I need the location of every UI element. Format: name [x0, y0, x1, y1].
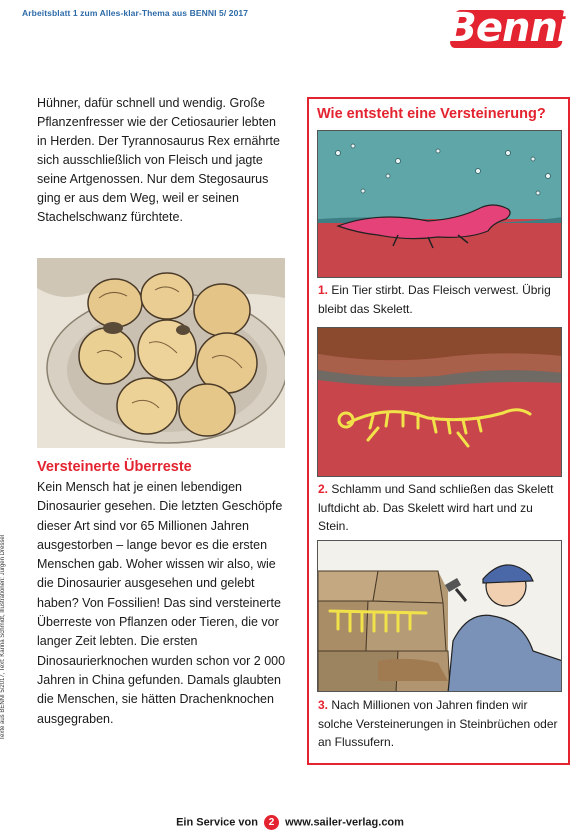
- footer-service-label: Ein Service von: [176, 816, 258, 829]
- panel-3-illustration: [317, 540, 562, 692]
- worksheet-header: Arbeitsblatt 1 zum Alles-klar-Thema aus BENNI 5/ 2017: [22, 8, 249, 18]
- logo-text: Benni: [446, 5, 570, 51]
- benni-logo: [444, 4, 572, 52]
- section-title: Versteinerte Überreste: [37, 459, 192, 475]
- panel-1-illustration: [317, 130, 562, 278]
- footer: [0, 815, 580, 830]
- step-2-caption: [318, 480, 563, 536]
- step-1-number: 1.: [318, 283, 329, 297]
- section-body: Kein Mensch hat je einen lebendigen Dinosaurier gesehen. Die letzten Geschöpfe dieser Art sind vor 65 Millionen Jahren ausgestorben – lange bevor es die ersten Menschen gab. Woher wissen wir also, wie die Dinosaurier ausgesehen und gelebt haben? Von Fossilien! Das sind versteinerte Überreste von Pflanzen oder Tieren, die vor langer Zeit lebten. Die ersten Dinosaurierknochen wurden schon vor 2 000 Jahren in China gefunden. Damals glaubten die Menschen, sie hätten Drachenknochen ausgegraben.: [37, 480, 286, 726]
- credits-side-label: Texte aus BENNI 5/2017, Text: Karina Schmidt, Illustrationen: Jürgen Dressel: [0, 535, 6, 740]
- dinosaur-eggs-illustration: [37, 258, 285, 448]
- step-2-number: 2.: [318, 482, 329, 496]
- intro-paragraph: Hühner, dafür schnell und wendig. Große Pflanzenfresser wie der Cetiosaurier lebten in Herden. Der Tyrannosaurus Rex ernährte sich ausschließlich von Fleisch und jagte seine Artgenossen. Nur dem Stegosaurus ging er aus dem Weg, weil er seinen Stachelschwanz fürchtete.: [37, 96, 280, 224]
- step-3-number: 3.: [318, 698, 329, 712]
- publisher-url-link[interactable]: www.sailer-verlag.com: [285, 816, 404, 829]
- step-3-text: Nach Millionen von Jahren finden wir solche Versteinerungen in Steinbrüchen oder an Flussufern.: [318, 698, 558, 749]
- step-2-text: Schlamm und Sand schließen das Skelett luftdicht ab. Das Skelett wird hart und zu Stein.: [318, 482, 554, 533]
- step-3-caption: [318, 696, 563, 752]
- publisher-badge-icon: 2: [264, 815, 279, 830]
- step-1-caption: [318, 281, 563, 318]
- panel-2-illustration: [317, 327, 562, 477]
- step-1-text: Ein Tier stirbt. Das Fleisch verwest. Übrig bleibt das Skelett.: [318, 283, 551, 316]
- box-title: Wie entsteht eine Versteinerung?: [317, 106, 546, 122]
